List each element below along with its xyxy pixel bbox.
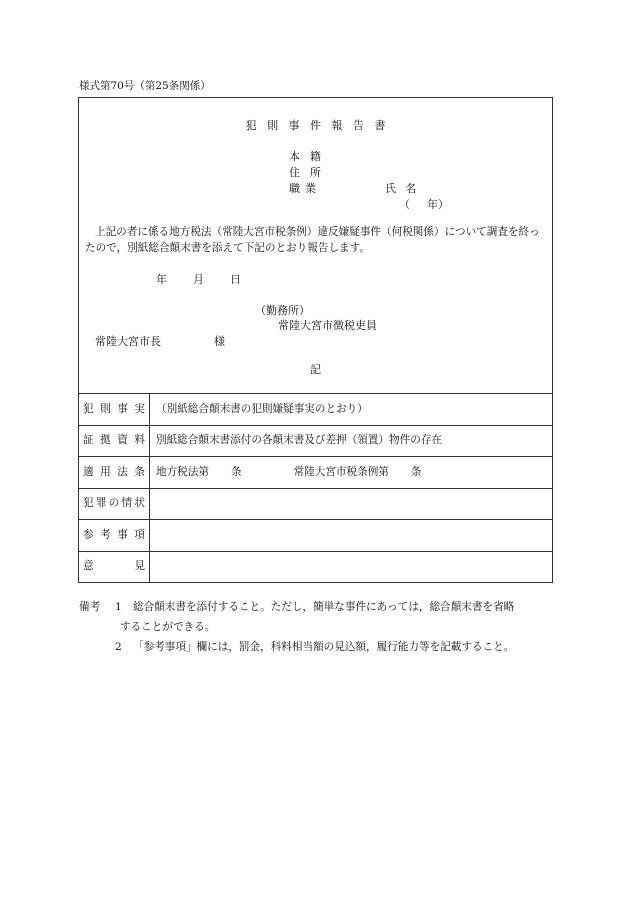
row-value: （別紙総合顛末書の犯則嫌疑事実のとおり） (150, 394, 553, 426)
table-row (79, 520, 553, 552)
age-label: 年） (427, 198, 449, 211)
law-clause-part: 条 (230, 465, 242, 478)
report-body-text: 上記の者に係る地方税法（常陸大宮市税条例）違反嫌疑事件（何税関係）について調査を終ったので，別紙総合顛末書を添えて下記のとおり報告します。 (85, 226, 540, 254)
notes-heading: 備考 (79, 601, 101, 613)
report-items-table (78, 393, 553, 583)
table-row (79, 551, 553, 583)
date-day: 日 (230, 273, 241, 286)
office-label: （勤務所） (255, 304, 310, 317)
jusho-label: 住所 (289, 166, 331, 179)
form-number: 様式第70号（第25条関係） (79, 80, 211, 92)
document-title: 犯則事件報告書 (245, 119, 396, 132)
shokugyo-label: 職業 (289, 182, 321, 195)
row-value (150, 520, 553, 552)
official-title: 常陸大宮市徴税吏員 (278, 319, 377, 332)
note-number: 1 (115, 601, 122, 613)
row-label: 適用法条 (79, 457, 150, 489)
row-label: 意見 (79, 551, 150, 583)
honseki-label: 本籍 (289, 150, 331, 163)
row-value: 別紙総合顛末書添付の各顛末書及び差押（領置）物件の存在 (150, 425, 553, 457)
note-text-continuation: することができる。 (120, 621, 216, 633)
table-row (79, 394, 553, 426)
date-line (156, 274, 241, 285)
report-form (78, 97, 553, 583)
age-open-paren: （ (399, 198, 410, 211)
date-year: 年 (156, 273, 167, 286)
row-label: 犯則事実 (79, 394, 150, 426)
note-number: 2 (115, 641, 122, 653)
law-clause-value (150, 457, 553, 489)
table-row (79, 425, 553, 457)
table-row (79, 488, 553, 520)
addressee: 常陸大宮市長 (95, 335, 161, 348)
row-label: 参考事項 (79, 520, 150, 552)
law-clause-part: 条 (410, 465, 422, 478)
note-text: 総合顛末書を添付すること。ただし，簡単な事件にあっては，総合顛末書を省略 (133, 601, 515, 613)
row-value (150, 488, 553, 520)
law-clause-part: 地方税法第 (156, 465, 209, 478)
shimei-label: 氏名 (385, 182, 426, 195)
addressee-suffix: 様 (214, 335, 225, 348)
report-header (79, 98, 552, 393)
date-month: 月 (193, 273, 204, 286)
ki-heading: 記 (310, 363, 321, 376)
note-text: 「参考事項」欄には，罰金，科料相当額の見込額，履行能力等を記載すること。 (133, 641, 515, 653)
row-label: 証拠資料 (79, 425, 150, 457)
row-label: 犯罪の情状 (79, 488, 150, 520)
law-clause-part: 常陸大宮市税条例第 (293, 465, 389, 478)
table-row (79, 457, 553, 489)
row-value (150, 551, 553, 583)
